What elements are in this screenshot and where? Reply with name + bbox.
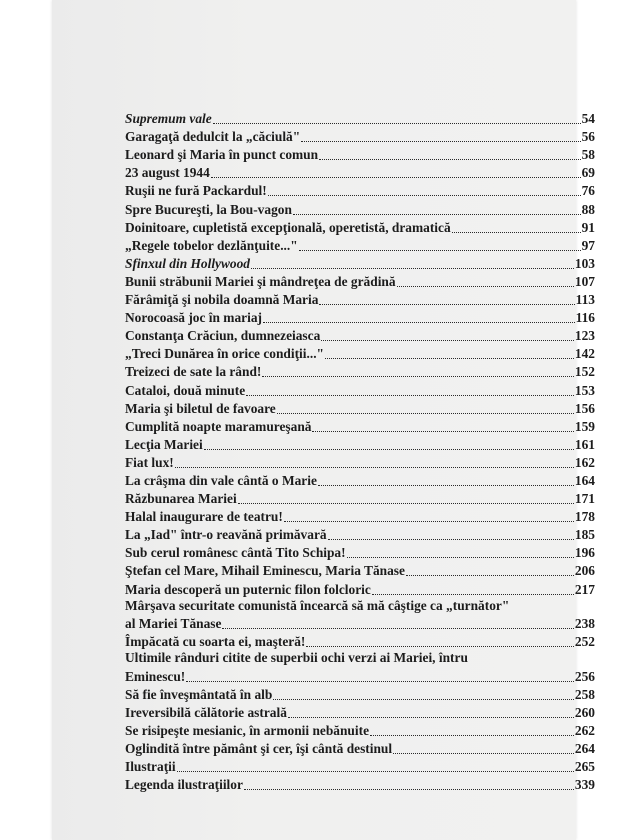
toc-entry-page: 56 <box>581 129 595 145</box>
toc-entry-page: 185 <box>574 527 595 543</box>
toc-entry <box>125 127 595 145</box>
dot-leader <box>177 771 574 772</box>
bleed-through-text <box>310 77 390 91</box>
dot-leader <box>213 123 581 124</box>
toc-entry-title-continued: al Mariei Tănase <box>125 616 222 632</box>
toc-entry-page: 164 <box>574 472 595 488</box>
dot-leader <box>277 413 574 414</box>
toc-entry-title: Fărâmiţă şi nobila doamnă Maria <box>125 292 319 308</box>
dot-leader <box>175 467 574 468</box>
toc-entry-page: 161 <box>574 436 595 452</box>
toc-entry <box>125 739 595 757</box>
toc-entry-page: 97 <box>581 237 595 253</box>
toc-entry-page: 58 <box>581 147 595 163</box>
dot-leader <box>246 395 574 396</box>
toc-entry-title: Norocoasă joc în mariaj <box>125 310 262 326</box>
dot-leader <box>222 628 573 629</box>
dot-leader <box>262 376 574 377</box>
toc-entry-page: 69 <box>581 165 595 181</box>
dot-leader <box>452 232 581 233</box>
toc-entry <box>125 435 595 453</box>
toc-entry-title: Cumplită noapte maramureşană <box>125 418 312 434</box>
toc-entry-title: Supremum vale <box>125 111 212 127</box>
toc-entry-page: 171 <box>574 491 595 507</box>
toc-entry-title: Spre Bucureşti, la Bou-vagon <box>125 201 292 217</box>
dot-leader <box>238 503 574 504</box>
toc-entry-page: 107 <box>574 273 595 289</box>
dot-leader <box>321 340 574 341</box>
toc-entry <box>125 380 595 398</box>
toc-entry-page: 153 <box>574 382 595 398</box>
toc-entry <box>125 308 595 326</box>
toc-entry-title: Ultimile rânduri citite de superbii ochi verzi ai Mariei, întru <box>125 650 468 666</box>
toc-entry <box>125 721 595 739</box>
toc-entry-page: 252 <box>574 634 595 650</box>
toc-entry-title: Ruşii ne fură Packardul! <box>125 183 267 199</box>
toc-entry-title: Garagaţă dedulcit la „căciulă" <box>125 129 301 145</box>
toc-entry-page: 113 <box>575 292 595 308</box>
dot-leader <box>347 557 574 558</box>
toc-entry-title: 23 august 1944 <box>125 165 210 181</box>
toc-entry <box>125 775 595 793</box>
toc-entry-title: Ireversibilă călătorie astrală <box>125 704 287 720</box>
toc-entry-title: Legenda ilustraţiilor <box>125 777 243 793</box>
toc-entry <box>125 489 595 507</box>
toc-entry-page: 162 <box>574 454 595 470</box>
dot-leader <box>273 699 574 700</box>
dot-leader <box>397 286 574 287</box>
toc-entry-page: 206 <box>574 563 595 579</box>
toc-entry-title: Sub cerul românesc cântă Tito Schipa! <box>125 545 346 561</box>
dot-leader <box>393 753 574 754</box>
toc-entry <box>125 145 595 163</box>
toc-entry-title: Fiat lux! <box>125 454 174 470</box>
toc-entry-title: Treizeci de sate la rând! <box>125 364 262 380</box>
toc-entry-title: Ilustraţii <box>125 759 176 775</box>
toc-entry <box>125 362 595 380</box>
toc-entry-page: 238 <box>574 616 595 632</box>
dot-leader <box>251 268 574 269</box>
toc-entry-page: 54 <box>581 111 595 127</box>
toc-entry-title: Oglindită între pământ şi cer, îşi cântă destinul <box>125 741 393 756</box>
toc-entry <box>125 181 595 199</box>
toc-entry-title: „Regele tobelor dezlănţuite..." <box>125 237 298 253</box>
toc-entry-title: Împăcată cu soarta ei, maşteră! <box>125 634 306 650</box>
toc-entry <box>125 218 595 236</box>
toc-entry-page: 178 <box>574 509 595 525</box>
toc-entry-title: Lecţia Mariei <box>125 436 203 452</box>
dot-leader <box>306 646 574 647</box>
toc-entry-page: 159 <box>574 418 595 434</box>
toc-entry-title: Bunii străbunii Mariei şi mândreţea de grădină <box>125 273 396 289</box>
dot-leader <box>268 195 581 196</box>
toc-entry <box>125 507 595 525</box>
toc-entry-title: La „Iad" într-o reavănă primăvară <box>125 527 327 543</box>
toc-entry-page: 265 <box>574 759 595 775</box>
toc-entry <box>125 326 595 344</box>
toc-entry-title: Maria şi biletul de favoare <box>125 400 276 416</box>
toc-entry <box>125 703 595 721</box>
dot-leader <box>284 521 574 522</box>
dot-leader <box>204 449 574 450</box>
toc-entry <box>125 272 595 290</box>
toc-entry-page: 339 <box>574 777 595 793</box>
dot-leader <box>318 485 574 486</box>
toc-entry <box>125 199 595 217</box>
toc-entry-title: Sfinxul din Hollywood <box>125 255 251 271</box>
dot-leader <box>301 141 580 142</box>
toc-entry <box>125 163 595 181</box>
toc-entry <box>125 344 595 362</box>
toc-entry <box>125 109 595 127</box>
toc-entry-title: Ştefan cel Mare, Mihail Eminescu, Maria Tănase <box>125 563 405 579</box>
toc-entry <box>125 650 595 685</box>
toc-entry-title: Să fie înveşmântată în alb <box>125 686 273 702</box>
toc-entry-page: 217 <box>574 581 595 597</box>
book-page <box>52 0 595 840</box>
dot-leader <box>328 539 574 540</box>
toc-entry <box>125 417 595 435</box>
toc-entry-page: 256 <box>574 668 595 684</box>
dot-leader <box>372 594 574 595</box>
toc-entry-page: 258 <box>574 686 595 702</box>
toc-entry-page: 91 <box>581 219 595 235</box>
toc-entry-page: 76 <box>581 183 595 199</box>
table-of-contents <box>125 109 595 793</box>
dot-leader <box>319 304 574 305</box>
toc-entry-title: Leonard şi Maria în punct comun <box>125 147 319 163</box>
toc-entry-page: 103 <box>574 255 595 271</box>
toc-entry-page: 264 <box>574 741 595 756</box>
toc-entry <box>125 543 595 561</box>
toc-entry-page: 88 <box>581 201 595 217</box>
toc-entry-page: 152 <box>574 364 595 380</box>
toc-entry <box>125 525 595 543</box>
toc-entry-page: 196 <box>574 545 595 561</box>
toc-entry <box>125 399 595 417</box>
toc-entry-title: Doinitoare, cupletistă excepţională, operetistă, dramatică <box>125 219 451 235</box>
dot-leader <box>186 681 574 682</box>
dot-leader <box>312 431 573 432</box>
toc-entry-page: 156 <box>574 400 595 416</box>
toc-entry-page: 123 <box>574 328 595 344</box>
toc-entry <box>125 598 595 633</box>
toc-entry-title: Se risipeşte mesianic, în armonii nebănuite <box>125 722 370 738</box>
toc-entry <box>125 254 595 272</box>
dot-leader <box>299 250 581 251</box>
toc-entry-page: 260 <box>574 704 595 720</box>
toc-entry <box>125 290 595 308</box>
toc-entry <box>125 236 595 254</box>
dot-leader <box>244 789 574 790</box>
dot-leader <box>211 177 581 178</box>
toc-entry <box>125 632 595 650</box>
toc-entry-title: La crâşma din vale cântă o Marie <box>125 472 317 488</box>
toc-entry-page: 262 <box>574 722 595 738</box>
toc-entry <box>125 453 595 471</box>
toc-entry-title: Maria descoperă un puternic filon folcloric <box>125 581 371 597</box>
toc-entry <box>125 471 595 489</box>
toc-entry-page: 116 <box>575 310 595 326</box>
toc-entry-title: Constanţa Crăciun, dumnezeiasca <box>125 328 321 344</box>
toc-entry <box>125 561 595 579</box>
toc-entry-title: Mârşava securitate comunistă încearcă să mă câştige ca „turnător" <box>125 597 510 613</box>
toc-entry-title: „Treci Dunărea în orice condiţii..." <box>125 346 324 362</box>
dot-leader <box>263 322 575 323</box>
dot-leader <box>319 159 581 160</box>
toc-entry <box>125 579 595 597</box>
toc-entry-title: Halal inaugurare de teatru! <box>125 509 283 525</box>
dot-leader <box>293 214 581 215</box>
dot-leader <box>288 717 574 718</box>
toc-entry <box>125 757 595 775</box>
dot-leader <box>370 735 574 736</box>
toc-entry-page: 142 <box>574 346 595 362</box>
toc-entry-title: Cataloi, două minute <box>125 382 246 398</box>
toc-entry <box>125 685 595 703</box>
toc-entry-title: Răzbunarea Mariei <box>125 491 237 507</box>
dot-leader <box>406 575 574 576</box>
toc-entry-title-continued: Eminescu! <box>125 668 186 684</box>
dot-leader <box>325 358 574 359</box>
